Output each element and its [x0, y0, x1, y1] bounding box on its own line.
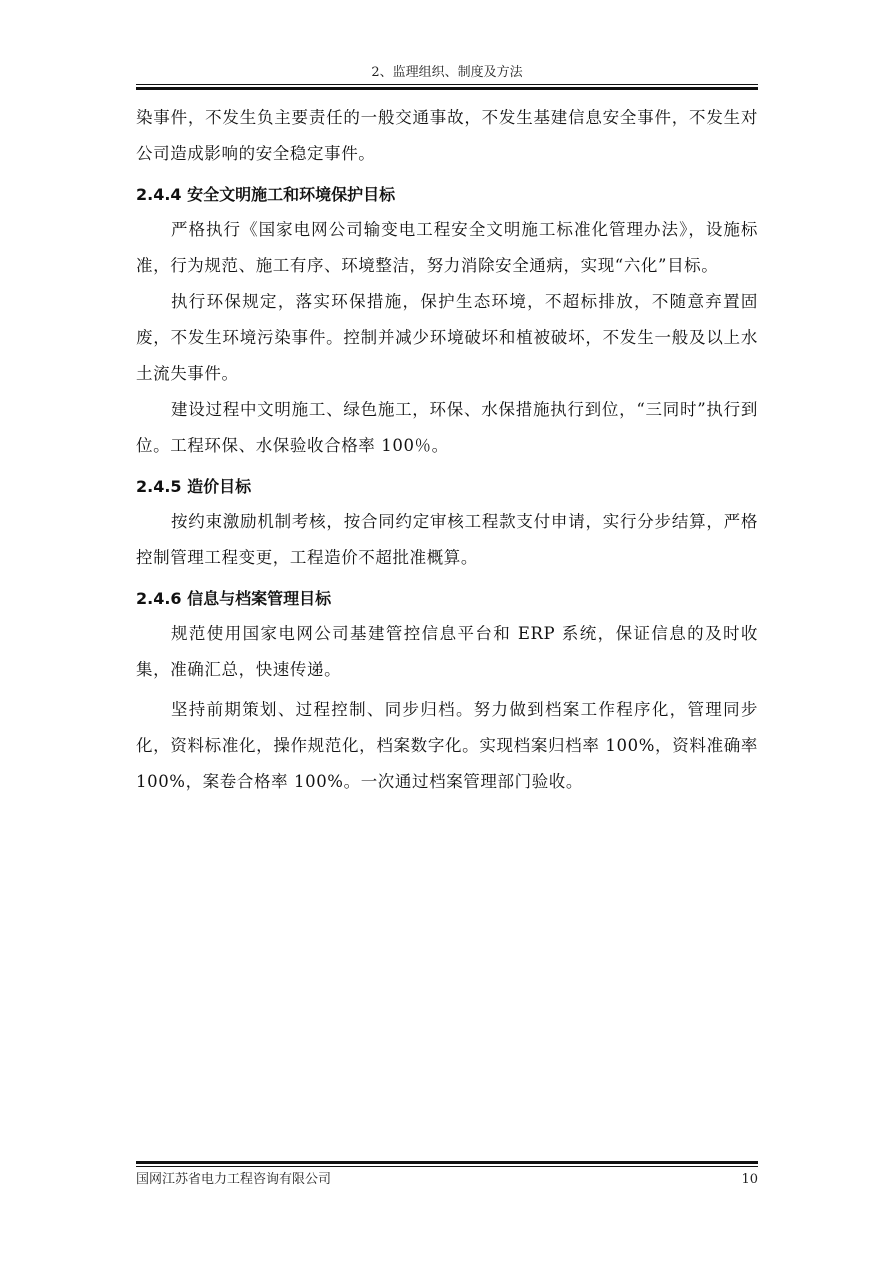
page-number: 10 [741, 1172, 758, 1187]
footer-company-name: 国网江苏省电力工程咨询有限公司 [136, 1172, 332, 1187]
header-rule-thin [136, 84, 758, 85]
paragraph: 严格执行《国家电网公司输变电工程安全文明施工标准化管理办法》，设施标准，行为规范、施工有序、环境整洁，努力消除安全通病，实现“六化”目标。 [136, 220, 758, 275]
section-heading-2-4-5: 2.4.5 造价目标 [136, 477, 252, 496]
footer-rule-thin [136, 1166, 758, 1167]
paragraph: 按约束激励机制考核，按合同约定审核工程款支付申请，实行分步结算，严格控制管理工程变更，工程造价不超批准概算。 [136, 512, 758, 567]
paragraph: 坚持前期策划、过程控制、同步归档。努力做到档案工作程序化，管理同步化，资料标准化，操作规范化，档案数字化。实现档案归档率 100%，资料准确率 100%，案卷合格率 100%。一次通过档案管理部门验收。 [136, 700, 758, 791]
paragraph: 建设过程中文明施工、绿色施工，环保、水保措施执行到位，“三同时”执行到位。工程环保、水保验收合格率 100％。 [136, 400, 758, 455]
paragraph: 执行环保规定，落实环保措施，保护生态环境，不超标排放，不随意弃置固废，不发生环境污染事件。控制并减少环境破坏和植被破坏，不发生一般及以上水土流失事件。 [136, 292, 758, 383]
section-heading-2-4-4: 2.4.4 安全文明施工和环境保护目标 [136, 185, 396, 204]
paragraph: 规范使用国家电网公司基建管控信息平台和 ERP 系统，保证信息的及时收集，准确汇总，快速传递。 [136, 624, 758, 679]
footer-rule-thick [136, 1161, 758, 1164]
body-content [136, 100, 758, 800]
running-header: 2、监理组织、制度及方法 [371, 65, 523, 80]
intro-paragraph: 染事件，不发生负主要责任的一般交通事故，不发生基建信息安全事件，不发生对公司造成影响的安全稳定事件。 [136, 108, 758, 163]
header-rule-thick [136, 87, 758, 90]
section-heading-2-4-6: 2.4.6 信息与档案管理目标 [136, 589, 332, 608]
